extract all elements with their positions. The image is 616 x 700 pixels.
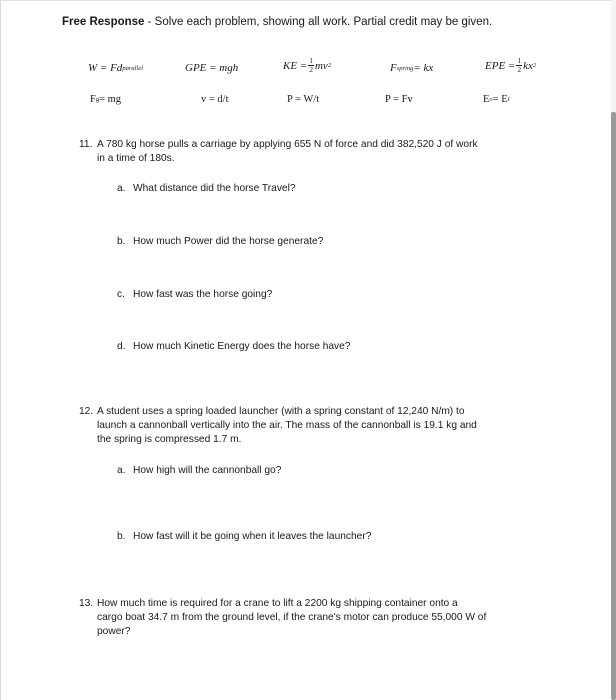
- question-text-line: launch a cannonball vertically into the air. The mass of the cannonball is 19.1 kg and: [97, 420, 477, 431]
- fraction-half: $\frac{1}{2}$: [309, 56, 313, 74]
- formula-epe: EPE = $\frac{1}{2}$ kx 2: [485, 56, 537, 74]
- question-text-line: in a time of 180s.: [97, 153, 175, 164]
- question-number: 12.: [79, 406, 94, 417]
- formula-velocity: v = d/t: [201, 94, 229, 105]
- question-text-line: A 780 kg horse pulls a carriage by applying 655 N of force and did 382,520 J of work: [97, 139, 478, 150]
- question-text-line: A student uses a spring loaded launcher (with a spring constant of 12,240 N/m) to: [97, 406, 465, 417]
- question-11a: a. What distance did the horse Travel?: [117, 183, 296, 194]
- question-13: [79, 597, 549, 639]
- fraction-half: $\frac{1}{2}$: [517, 56, 522, 74]
- formula-power: P = W/t: [287, 94, 320, 105]
- question-text-line: power?: [97, 626, 131, 637]
- question-text-line: the spring is compressed 1.7 m.: [97, 434, 242, 445]
- scrollbar-thumb[interactable]: [611, 112, 616, 700]
- question-12b: b. How fast will it be going when it leaves the launcher?: [117, 531, 372, 542]
- question-12a: a. How high will the cannonball go?: [117, 465, 282, 476]
- formula-power-fv: P = Fv: [385, 94, 413, 105]
- question-number: 13.: [79, 598, 94, 609]
- scrollbar-track[interactable]: [611, 0, 616, 700]
- formula-ke: KE = $\frac{1}{2}$ mv 2: [283, 56, 332, 74]
- formula-gpe: GPE = mgh: [185, 62, 239, 74]
- question-11b: b. How much Power did the horse generate?: [117, 236, 324, 247]
- question-text-line: How much time is required for a crane to lift a 2200 kg shipping container onto a: [97, 598, 458, 609]
- formula-work: W = Fd parallel: [88, 62, 143, 74]
- formula-weight: F g = mg: [90, 94, 122, 105]
- question-11d: d. How much Kinetic Energy does the horse have?: [117, 341, 351, 352]
- question-text-line: cargo boat 34.7 m from the ground level, if the crane's motor can produce 55,000 W of: [97, 612, 487, 623]
- section-instruction: - Solve each problem, showing all work. Partial credit may be given.: [144, 16, 493, 28]
- question-12: [79, 405, 549, 447]
- formula-spring: F spring = kx: [390, 62, 434, 74]
- formula-energy-conservation: E o = E f: [483, 94, 510, 105]
- question-11c: c. How fast was the horse going?: [117, 289, 273, 300]
- section-header: [62, 16, 492, 28]
- section-title: Free Response: [62, 16, 145, 28]
- question-number: 11.: [79, 139, 93, 150]
- question-11: [79, 138, 549, 166]
